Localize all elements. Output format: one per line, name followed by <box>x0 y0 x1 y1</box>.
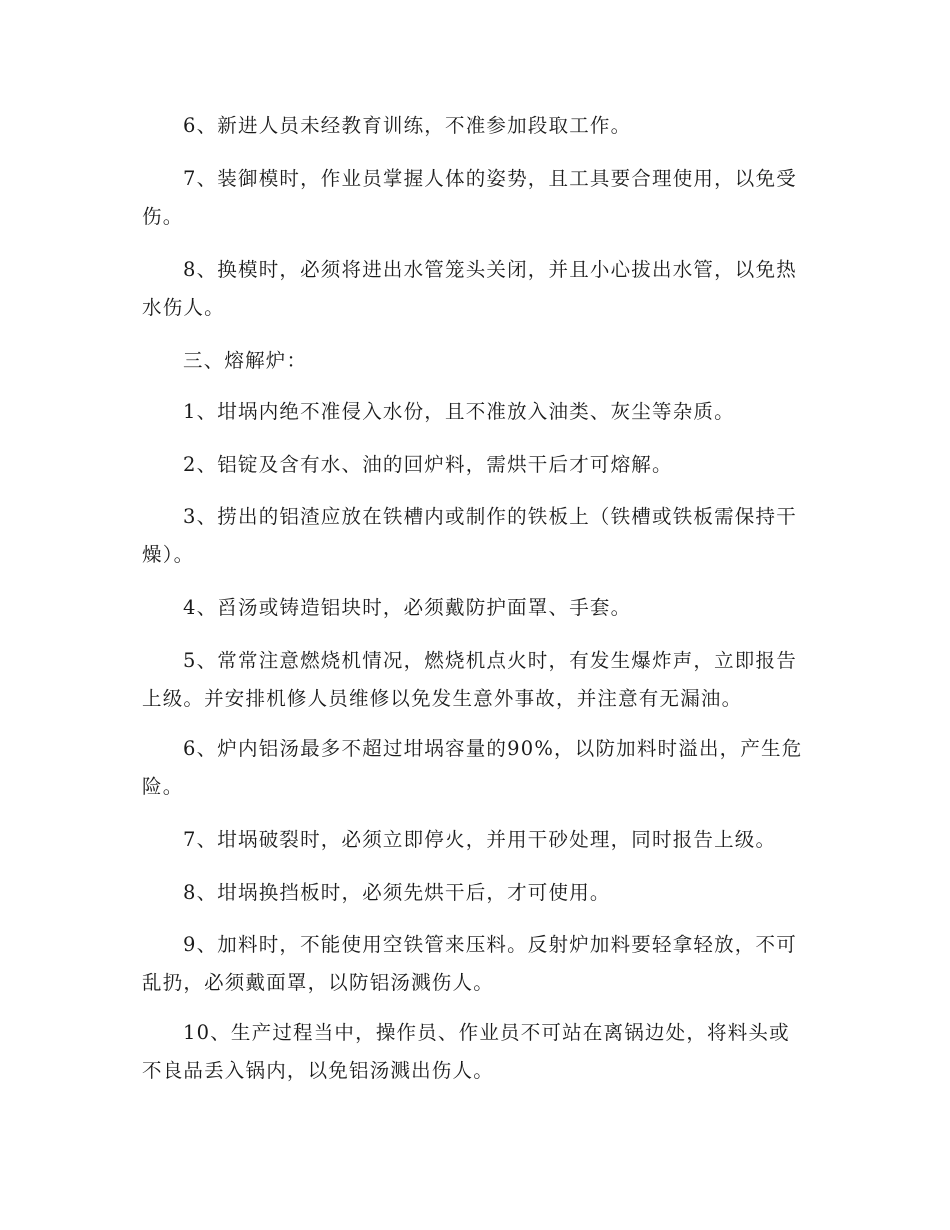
paragraph-item-4-protection: 4、舀汤或铸造铝块时，必须戴防护面罩、手套。 <box>183 596 632 619</box>
paragraph-item-8-baffle: 8、坩埚换挡板时，必须先烘干后，才可使用。 <box>183 881 611 904</box>
paragraph-item-3-dross: 3、捞出的铝渣应放在铁槽内或制作的铁板上（铁槽或铁板需保持干燥）。 <box>142 505 797 566</box>
paragraph-item-7-crucible-crack: 7、坩埚破裂时，必须立即停火，并用干砂处理，同时报告上级。 <box>183 828 777 851</box>
paragraph-item-7-mold: 7、装御模时，作业员掌握人体的姿势，且工具要合理使用，以免受伤。 <box>142 167 797 228</box>
paragraph-item-2-ingot: 2、铝锭及含有水、油的回炉料，需烘干后才可熔解。 <box>183 453 673 476</box>
paragraph-item-10-production: 10、生产过程当中，操作员、作业员不可站在离锅边处，将料头或不良品丢入锅内，以免铝汤溅出伤人。 <box>142 1021 790 1082</box>
paragraph-item-5-burner: 5、常常注意燃烧机情况，燃烧机点火时，有发生爆炸声，立即报告上级。并安排机修人员维修以免发生意外事故，并注意有无漏油。 <box>142 649 797 710</box>
paragraph-item-1-crucible: 1、坩埚内绝不准侵入水份，且不准放入油类、灰尘等杂质。 <box>183 400 735 423</box>
section-heading-melting-furnace: 三、熔解炉： <box>183 349 308 372</box>
paragraph-item-6-capacity: 6、炉内铝汤最多不超过坩埚容量的90%，以防加料时溢出，产生危险。 <box>142 737 803 798</box>
paragraph-item-8-water-pipe: 8、换模时，必须将进出水管笼头关闭，并且小心拔出水管，以免热水伤人。 <box>142 258 797 319</box>
paragraph-item-6-training: 6、新进人员未经教育训练，不准参加段取工作。 <box>183 114 632 137</box>
paragraph-item-9-feeding: 9、加料时，不能使用空铁管来压料。反射炉加料要轻拿轻放，不可乱扔，必须戴面罩，以防铝汤溅伤人。 <box>142 933 797 994</box>
